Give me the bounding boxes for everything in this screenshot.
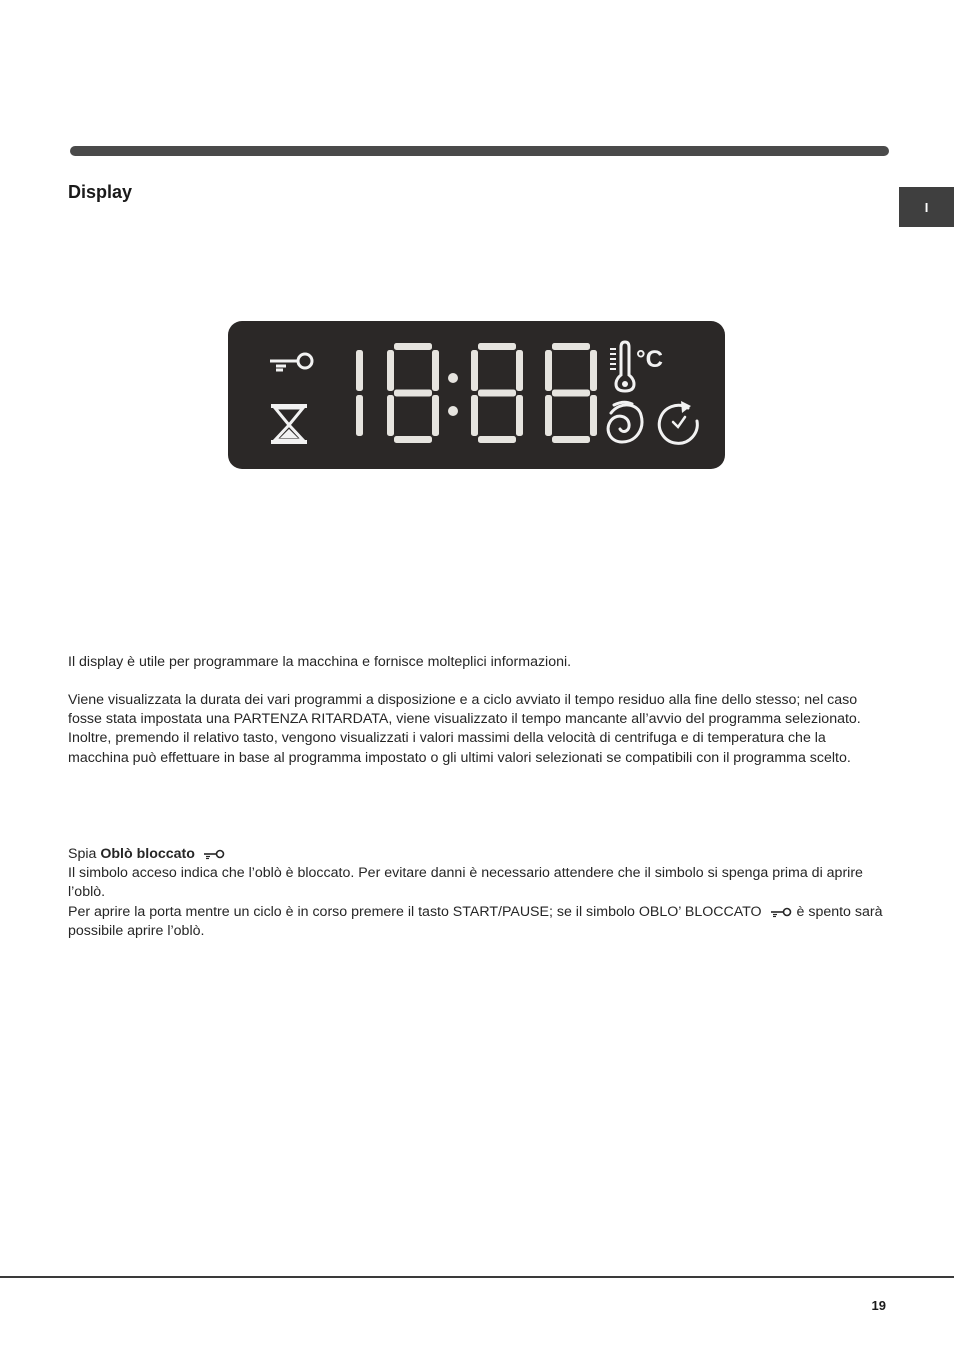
door-lock-label: Oblò bloccato <box>100 846 195 862</box>
bottom-divider <box>0 1276 954 1278</box>
page-number: 19 <box>871 1298 886 1313</box>
digit-3-segment-a <box>478 343 516 350</box>
digit-4-segment-f <box>545 350 552 391</box>
thermometer-icon <box>610 342 634 391</box>
digit-3-segment-b <box>516 350 523 391</box>
digit-2-segment-d <box>394 436 432 443</box>
digit-3-segment-c <box>516 395 523 436</box>
intro-paragraph: Il display è utile per programmare la macchina e fornisce molteplici informazioni. <box>68 654 572 670</box>
digit-1-segment-c <box>356 395 363 436</box>
digit-3-segment-g <box>478 390 516 397</box>
digit-3-segment-e <box>471 395 478 436</box>
door-lock-section <box>68 845 888 941</box>
digit-2-segment-a <box>394 343 432 350</box>
digit-2-segment-f <box>387 350 394 391</box>
key-icon <box>202 848 226 860</box>
display-panel-graphic <box>228 321 725 469</box>
section-title: Display <box>68 182 133 202</box>
door-lock-instructions-after: è spento sarà possibile aprire l’oblò. <box>68 903 883 939</box>
temperature-unit: °C <box>636 346 663 373</box>
digit-3-segment-f <box>471 350 478 391</box>
hourglass-icon <box>271 404 307 444</box>
door-lock-heading <box>68 845 888 864</box>
door-lock-prefix: Spia <box>68 846 97 862</box>
language-tab-label: I <box>924 199 929 215</box>
display-illustration <box>228 321 725 469</box>
seven-segment-readout <box>356 343 597 443</box>
digit-4-segment-g <box>552 390 590 397</box>
digit-2-segment-c <box>432 395 439 436</box>
digit-4-segment-d <box>552 436 590 443</box>
colon-dot-lower <box>448 406 458 416</box>
digit-2-segment-e <box>387 395 394 436</box>
digit-2-segment-g <box>394 390 432 397</box>
key-icon <box>769 906 793 918</box>
door-lock-instructions-before: Per aprire la porta mentre un ciclo è in corso premere il tasto START/PAUSE; se il simbolo OBLO’ BLOCCATO <box>68 903 762 920</box>
cycle-end-icon <box>659 401 697 443</box>
digit-4-segment-e <box>545 395 552 436</box>
top-divider <box>70 146 889 156</box>
description-paragraph: Viene visualizzata la durata dei vari programmi a disposizione e a ciclo avviato il tempo residuo alla fine dello stesso; nel caso fosse stata impostata una PARTENZA RITARDATA, viene visualizzato il tempo mancante all’avvio del programma selezionato. Inoltre, premendo il relativo tasto, vengono visualizzati i valori massimi della velocità di centrifuga e di temperatura che la macchina può effettuare in base al programma impostato o gli ultimi valori selezionati se compatibili con il programma scelto. <box>68 692 861 766</box>
door-lock-description: Il simbolo acceso indica che l’oblò è bloccato. Per evitare danni è necessario attendere che il simbolo si spenga prima di aprire l’oblò. <box>68 865 863 901</box>
digit-4-segment-a <box>552 343 590 350</box>
digit-1-segment-b <box>356 350 363 391</box>
door-lock-instructions <box>68 903 888 941</box>
digit-2-segment-b <box>432 350 439 391</box>
colon-dot-upper <box>448 373 458 383</box>
language-tab <box>899 187 954 227</box>
digit-4-segment-b <box>590 350 597 391</box>
digit-3-segment-d <box>478 436 516 443</box>
spin-icon <box>608 402 642 442</box>
digit-4-segment-c <box>590 395 597 436</box>
key-icon <box>270 354 312 370</box>
